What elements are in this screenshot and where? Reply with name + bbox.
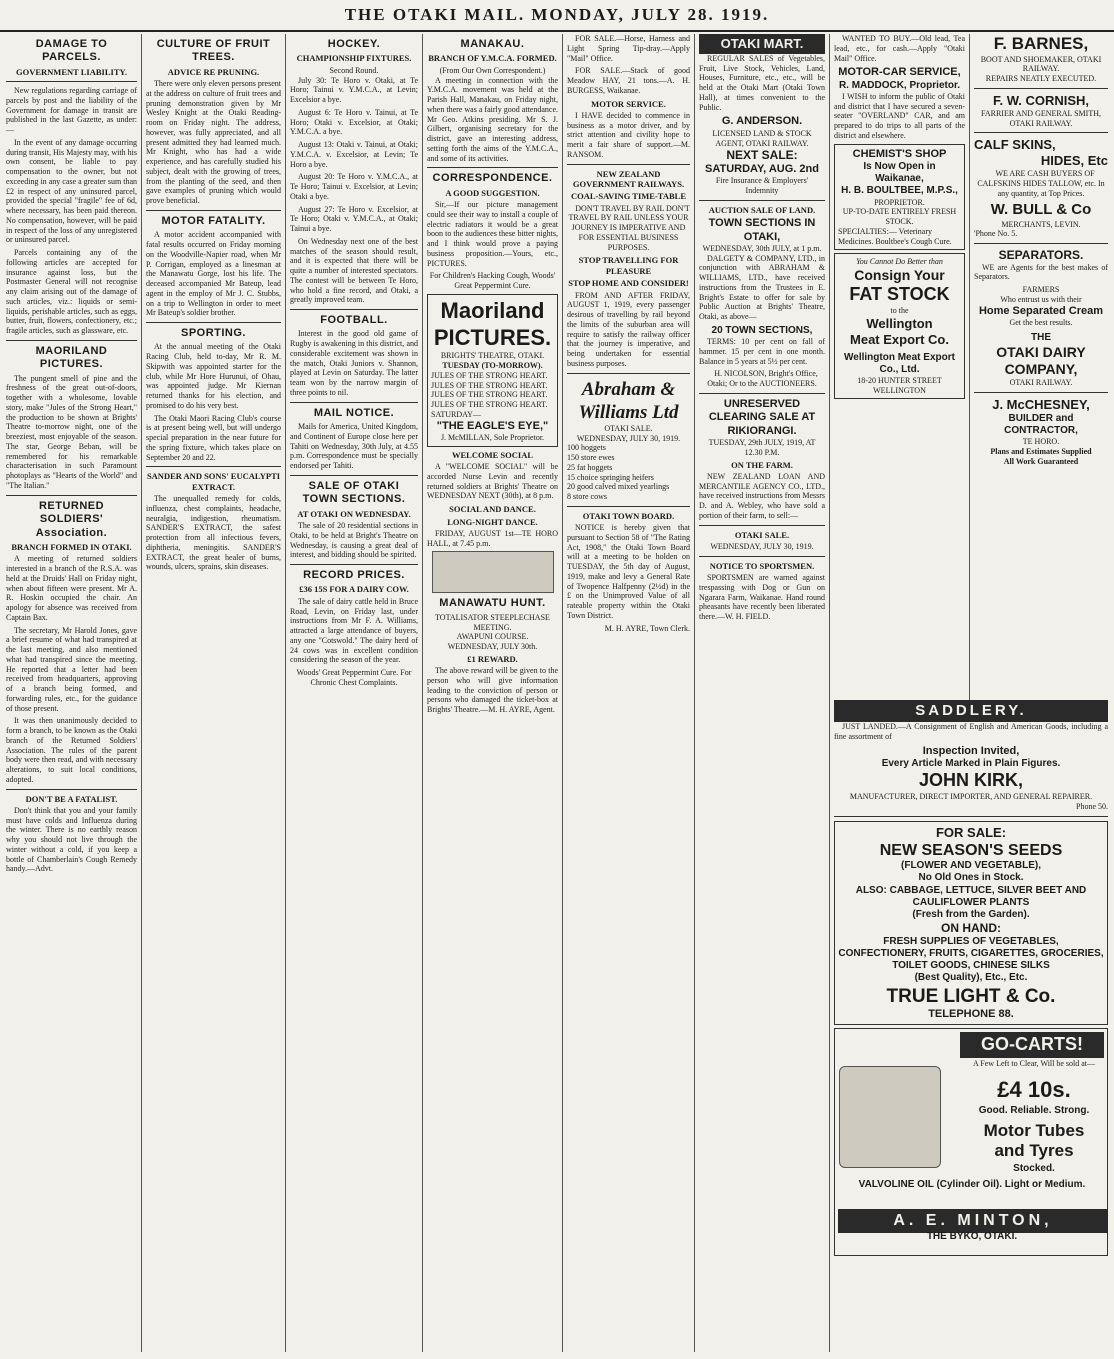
ad-proprietor: J. McMILLAN, Sole Proprietor. — [440, 433, 545, 443]
stocked: Stocked. — [1013, 1163, 1055, 1175]
masthead: THE OTAKI MAIL. MONDAY, JULY 28. 1919. — [0, 0, 1114, 32]
article-text: The sale of 20 residential sections in Otaki, to be held at Bright's Theatre on Wednesday, is causing a great deal of interest, and bidding should be spirited. — [290, 521, 418, 560]
mart-name: G. ANDERSON. — [721, 115, 803, 128]
saddlery-banner: SADDLERY. — [834, 700, 1108, 722]
seeds-sub: (FLOWER AND VEGETABLE), — [901, 860, 1041, 872]
headline-welcome: WELCOME SOCIAL — [452, 449, 533, 460]
every-article: Every Article Marked in Plain Figures. — [881, 758, 1061, 770]
gocarts-p: A Few Left to Clear, Will be sold at— — [972, 1059, 1096, 1069]
ad-title: PICTURES. — [433, 324, 552, 350]
column-3 — [286, 34, 422, 1352]
next-sale: NEXT SALE: — [726, 148, 798, 163]
stock-item: 8 store cows — [567, 492, 607, 502]
good-reliable: Good. Reliable. Strong. — [978, 1105, 1090, 1117]
go-carts: GO-CARTS! — [960, 1032, 1104, 1058]
specialties: SPECIALTIES:— Veterinary Medicines. Boultbee's Cough Cure. — [838, 226, 952, 246]
headline-hunt: MANAWATU HUNT. — [439, 597, 546, 610]
headline-notice: NOTICE TO SPORTSMEN. — [709, 560, 815, 571]
correspondent: (From Our Own Correspondent.) — [439, 65, 546, 75]
seeds-ad — [834, 821, 1108, 1025]
article-text: The sale of dairy cattle held in Bruce Road, Levin, on Friday last, under instructions from Mr F. A. Williams, attracted a large attendance of buyers, any one "Cotswold." The dairy herd of 24 cows was in excellent condition considering the season of the year. — [290, 596, 418, 665]
woods-ad: Woods' Great Peppermint Cure. For Chronic Chest Complaints. — [296, 668, 412, 687]
subhead: BRANCH OF Y.M.C.A. FORMED. — [428, 53, 557, 64]
article-text: In the event of any damage occurring during transit, His Majesty may, with his own consent, be liable to pay compensation to the owner, but not exceeding in any case a greater sum than £2 in respect of any uninsured parcel, provided the special "fragile" fee of 6d, where necessary, has been paid thereon. No compensation, however, will be paid in respect of the loss of any unregistered or uninsured parcel. — [6, 137, 137, 245]
headline-social: SOCIAL AND DANCE. — [449, 504, 536, 515]
plans: Plans and Estimates Supplied — [990, 446, 1092, 456]
best-quality: (Best Quality), Etc., Etc. — [914, 972, 1028, 984]
article-text: NEW ZEALAND LOAN AND MERCANTILE AGENCY CO., LTD., have received instructions from Messrs D. and A. Webley, who have sold a portion of their farm, to sell:— — [699, 471, 825, 520]
horse-illustration — [432, 551, 554, 593]
telephone: TELEPHONE 88. — [928, 1007, 1014, 1020]
calf-skins: CALF SKINS, — [974, 137, 1056, 153]
minton: A. E. MINTON, — [838, 1209, 1108, 1233]
hides: HIDES, Etc — [1040, 153, 1108, 169]
hunt-date: WEDNESDAY, JULY 30th. — [447, 642, 538, 652]
article-text: The Otaki Maori Racing Club's course is at present being well, but will undergo special preparation in the near future for the spring fixture, which takes place on September 20 and 22. — [146, 413, 281, 462]
article-text: Mails for America, United Kingdom, and Continent of Europe close here per Tahiti on Wednesday, 30th July, at 4.55 p.m. Correspondence must be specially endorsed per Tahiti. — [290, 422, 418, 471]
barnes: F. BARNES, — [993, 34, 1089, 53]
true-light: TRUE LIGHT & Co. — [886, 985, 1056, 1007]
article-text: It was then unanimously decided to form a branch, to be known as the Otaki branch of the Returned Soldiers' Association. The rules of the parent body were then read, and with necessary alterations, to suit local conditions, adopted. — [6, 716, 137, 784]
fixture: August 20: Te Horo v. Y.M.C.A., at Te Horo; Tainui v. Excelsior, at Levin; Otaki a bye. — [290, 172, 418, 201]
headline-railways: NEW ZEALAND GOVERNMENT RAILWAYS. — [572, 168, 685, 189]
headline-motor-fatality: MOTOR FATALITY. — [161, 214, 266, 227]
article-text: The secretary, Mr Harold Jones, gave a brief resume of what had transpired at the last meeting, and also mentioned what had transpired since the meeting. He reported that a letter had been received from headquarters, approving of a branch being formed, and forwarding rules, etc., for the guidance of those present. — [6, 625, 137, 713]
mart-sub: LICENSED LAND & STOCK AGENT, OTAKI RAILWAY. — [712, 128, 812, 148]
wbull: W. BULL & Co — [990, 201, 1092, 219]
article-text: The pungent smell of pine and the freshness of the great out-of-doors, together with a wholesome, lovable story, make "Jules of the Strong Heart," the production to be shown at Brights' Theatre to-morrow night, one of the breeziest, most enjoyable of the season. The star, George Beban, will be remembered for his remarkable characterisation in such Paramount photoplays as "Hearts of the World" and "The Italian." — [6, 373, 137, 490]
headline-football: FOOTBALL. — [320, 314, 388, 327]
column-1 — [2, 34, 141, 1352]
stock-item: 25 fat hoggets — [567, 462, 613, 472]
twenty-sections: 20 TOWN SECTIONS, — [711, 324, 813, 336]
barnes-sub: BOOT AND SHOEMAKER, OTAKI RAILWAY. — [980, 54, 1102, 74]
wellington: Wellington — [866, 315, 933, 331]
auction-heading: AUCTION SALE OF LAND. — [708, 204, 816, 215]
motorcar-service: MOTOR-CAR SERVICE, — [838, 66, 961, 79]
article-text: A motor accident accompanied with fatal results occurred on Friday morning on the Woodville-Napier road, when Mr P. Corrigan, employed as a linesman at the Manawatu Gorge, lost his life. The deceased accompanied Mr Bateup, lead agent in the employ of Mr J. C. Stubbs, on a trip to Wellington in order to meet Mr Bateup's soldier brother. — [146, 230, 281, 318]
pram-illustration — [839, 1066, 941, 1168]
ad-line: JULES OF THE STRONG HEART. — [431, 390, 548, 400]
article-text: DON'T TRAVEL BY RAIL DON'T TRAVEL BY RAIL UNLESS YOUR JOURNEY IS IMPERATIVE AND FOR ESSENTIAL BUSINESS PURPOSES. — [568, 203, 690, 252]
farmers-p: Who entrust us with their — [1000, 294, 1082, 304]
subhead: AT OTAKI ON WEDNESDAY. — [297, 508, 411, 519]
subhead: £36 15S FOR A DAIRY COW. — [299, 584, 409, 595]
fat-stock: FAT STOCK — [849, 284, 950, 305]
builder: BUILDER and CONTRACTOR, — [1004, 412, 1078, 437]
headline-correspondence: CORRESPONDENCE. — [432, 172, 553, 185]
byko: THE BYKO, OTAKI. — [926, 1231, 1018, 1243]
wide-ads — [830, 700, 1112, 1352]
on-hand: ON HAND: — [941, 921, 1001, 936]
article-text: SPORTSMEN are warned against trespassing with Dog or Gun on Ngarara Farm, Waikanae. Hand round pheasants have recently been liberated there.—W. H. FIELD. — [699, 573, 825, 622]
headline-maoriland: MAORILAND PICTURES. — [35, 344, 108, 371]
column-5 — [563, 34, 694, 1352]
subhead: ADVICE RE PRUNING. — [167, 66, 260, 77]
article-text: WE are Agents for the best makes of Separators. — [974, 262, 1108, 282]
subhead: STOP TRAVELLING FOR PLEASURE — [578, 255, 679, 276]
stock-item: 15 choice springing heifers — [567, 472, 654, 482]
article-text: A "WELCOME SOCIAL" will be accorded Nurse Levin and recently returned soldiers at Brights' Theatre on WEDNESDAY NEXT (30th), at 8 p.m. — [427, 462, 558, 501]
motor-tubes: Motor Tubes — [983, 1121, 1085, 1141]
consign: Consign Your — [854, 267, 945, 284]
cornish: F. W. CORNISH, — [992, 92, 1090, 108]
article-text: New regulations regarding carriage of parcels by post and the liability of the Government for damage in transit are published in the last Gazette, as under:— — [6, 86, 137, 135]
classified: WANTED TO BUY.—Old lead, Tea lead, etc., for cash.—Apply "Otaki Mail" Office. — [834, 34, 965, 63]
dairy-name: OTAKI DAIRY — [996, 344, 1086, 361]
classified: FOR SALE.—Horse, Harness and Light Spring Tip-dray.—Apply "Mail" Office. — [567, 34, 690, 63]
headline-sporting: SPORTING. — [180, 327, 246, 340]
chemist-ad — [834, 144, 965, 251]
article-text: The unequalled remedy for colds, influenza, chest complaints, headache, neuralgia, indigestion, rheumatism. SANDER'S EXTRACT, the safest protection from all infectious fevers, diphtheria, meningitis. SANDER'S EXTRACT, the great healer of burns, wounds, ulcers, sprains, skin diseases. — [146, 494, 281, 572]
farmers: FARMERS — [1022, 285, 1060, 295]
article-text: REGULAR SALES of Vegetables, Fruit, Live Stock, Vehicles, Land, Houses, Furniture, etc., etc., will be held at the Otaki Mart (Otaki Town Hall), at times convenient to the Public. — [699, 53, 825, 112]
subhead: STOP HOME AND CONSIDER! — [568, 278, 689, 289]
column-2 — [142, 34, 285, 1352]
stock-item: 150 store ewes — [567, 453, 615, 463]
wbull-sub: MERCHANTS, LEVIN. — [1001, 219, 1081, 229]
headline-mail-notice: MAIL NOTICE. — [313, 406, 395, 419]
headline-longnight: LONG-NIGHT DANCE. — [447, 516, 538, 527]
signature: M. H. AYRE, Town Clerk. — [604, 623, 690, 633]
next-sale-date: SATURDAY, AUG. 2nd — [705, 162, 819, 175]
hunter-street: 18-20 HUNTER STREET WELLINGTON — [857, 375, 942, 395]
boultbee: H. B. BOULTBEE, M.P.S., — [841, 185, 958, 197]
meat-export-ad — [834, 253, 965, 399]
column-6 — [695, 34, 829, 1352]
ad-saturday: SATURDAY— — [431, 409, 481, 419]
ad-line: JULES OF THE STRONG HEART. — [431, 370, 548, 380]
ad-line: JULES OF THE STRONG HEART. — [431, 400, 548, 410]
kirk-sub: MANUFACTURER, DIRECT IMPORTER, AND GENERAL REPAIRER. — [849, 792, 1093, 802]
mcchesney: J. McCHESNEY, — [992, 396, 1090, 412]
chemist-title: CHEMIST'S SHOP — [852, 147, 947, 160]
meat-export: Meat Export Co. — [850, 331, 949, 347]
woods-ad: For Children's Hacking Cough, Woods' Great Peppermint Cure. — [429, 271, 556, 291]
hunt-sub: TOTALISATOR STEEPLECHASE MEETING. — [435, 612, 550, 632]
te-horo: TE HORO. — [1022, 437, 1060, 447]
aw-sale: OTAKI SALE. — [604, 423, 653, 433]
article-text: A meeting of returned soldiers interested in a branch of the R.S.A. was held at the Druids' Hall on Friday night, when about fifteen were present. Mr A. R. Hoskin occupied the chair. An apology for absence was received from Captain Bax. — [6, 554, 137, 622]
headline-motor-service: MOTOR SERVICE. — [591, 98, 666, 109]
article-text: A meeting in connection with the Y.M.C.A. movement was held at the Parish Hall, Manakau, on Friday night, when there was a fairly good attendance. Mr Geo. Atkins presiding. Mr S. J. Gilbert, organising secretary for the district, gave an interesting address, setting forth the aims of the Y.M.C.A., and some of its activities. — [427, 75, 558, 163]
kirk-phone: Phone 50. — [1076, 802, 1108, 812]
article-text: Sir,—If our picture management could see their way to install a couple of electric radiators it would be a great boon to the audiences these bitter nights, and I think would prove a paying business proposition.—Yours, etc., PICTURES. — [427, 200, 558, 268]
uptodate: UP-TO-DATE ENTIRELY FRESH STOCK. — [842, 207, 957, 227]
aw-logo: Williams Ltd — [578, 401, 679, 423]
cornish-sub: FARRIER AND GENERAL SMITH, OTAKI RAILWAY. — [980, 108, 1101, 128]
best-results: Get the best results. — [1009, 318, 1073, 328]
stock-item: 100 hoggets — [567, 443, 606, 453]
gocarts-ad — [834, 1028, 1108, 1256]
headline-reward: £1 REWARD. — [467, 653, 518, 664]
article-text: JUST LANDED.—A Consignment of English and American Goods, including a fine assortment of — [834, 722, 1108, 742]
john-kirk: JOHN KIRK, — [918, 770, 1023, 791]
article-text: At the annual meeting of the Otaki Racing Club, held to-day, Mr R. M. Skipwith was appointed starter for the club, while Mr Hore Hurunui, of Ohau, was appointed judge. Mr Kiernan returned thanks for his election, and promised to do his very best. — [146, 342, 281, 410]
unreserved-date: TUESDAY, 29th JULY, 1919, AT 12.30 P.M. — [708, 438, 816, 457]
price: £4 10s. — [997, 1077, 1071, 1103]
headline-hockey: HOCKEY. — [327, 38, 381, 50]
wbull-phone: 'Phone No. 5. — [974, 229, 1018, 239]
column-4 — [423, 34, 562, 1352]
seeds-sub2: No Old Ones in Stock. — [918, 872, 1024, 884]
and-tyres: and Tyres — [994, 1141, 1074, 1161]
subhead: COAL-SAVING TIME-TABLE — [570, 191, 686, 202]
hunt-place: AWAPUNI COURSE. — [456, 632, 529, 642]
otaki-sale: OTAKI SALE. — [734, 529, 790, 540]
article-text: I WISH to inform the public of Otaki and district that I have secured a seven-seater "OVERLAND" CAR, and am prepared to do trips to all parts of the district and elsewhere. — [834, 91, 965, 140]
new-seeds: NEW SEASON'S SEEDS — [879, 841, 1063, 859]
article-text: TERMS: 10 per cent on fall of hammer. 15 per cent in one month. Balance in 5 years at 5½ per cent. — [699, 337, 825, 366]
subhead: ON THE FARM. — [731, 459, 793, 470]
ad-line: JULES OF THE STRONG HEART. — [431, 380, 548, 390]
for-sale: FOR SALE: — [935, 824, 1007, 840]
inspection: Inspection Invited, — [922, 744, 1020, 757]
dairy-the: THE — [1031, 331, 1051, 343]
town-date: WEDNESDAY, 30th JULY, at 1 p.m. — [702, 243, 822, 253]
headline-damage-parcels: DAMAGE TO PARCELS. — [35, 38, 108, 64]
maddock: R. MADDOCK, Proprietor. — [838, 79, 961, 91]
fixture: August 13: Otaki v. Tainui, at Otaki; Y.M.C.A. v. Excelsior, at Levin; Te Horo a bye. — [290, 140, 418, 169]
article-text: I HAVE decided to commence in business as a motor driver, and by strict attention and civility hope to merit a fair share of support.—M. RANSOM. — [567, 110, 690, 159]
ad-serial: "THE EAGLE'S EYE," — [436, 419, 549, 432]
also: ALSO: CABBAGE, LETTUCE, SILVER BEET AND CAULIFLOWER PLANTS — [855, 884, 1087, 908]
headline-fruit-trees: CULTURE OF FRUIT TREES. — [156, 38, 271, 64]
fixture: July 30: Te Horo v. Otaki, at Te Horo; Tainui v. Y.M.C.A., at Levin; Excelsior a bye. — [290, 75, 418, 105]
fixture: August 27: Te Horo v. Excelsior, at Te Horo; Otaki v. Y.M.C.A., at Otaki; Tainui a bye. — [290, 204, 418, 234]
unreserved-sale: UNRESERVED CLEARING SALE AT RIKIORANGI. — [708, 397, 816, 437]
fire-insurance: Fire Insurance & Employers' Indemnity — [715, 176, 809, 196]
barnes-sub2: REPAIRS NEATLY EXECUTED. — [985, 74, 1097, 84]
dairy-sub: OTAKI RAILWAY. — [1009, 378, 1073, 388]
subhead: CHAMPIONSHIP FIXTURES. — [296, 53, 412, 64]
otaki-sale-date: WEDNESDAY, JULY 30, 1919. — [710, 542, 814, 552]
to-the: to the — [890, 306, 909, 316]
garden: (Fresh from the Garden). — [912, 908, 1030, 920]
headline-manakau: MANAKAU. — [460, 38, 525, 50]
wmeco: Wellington Meat Export Co., Ltd. — [844, 351, 955, 375]
article-text: FROM AND AFTER FRIDAY, AUGUST 1, 1919, every passenger desirous of travelling by rail beyond the limits of the suburban area will require to satisfy the railway officer that the journey is imperative, and being undertaken for essential business purposes. — [567, 290, 690, 368]
stock-item: 20 good calved mixed yearlings — [567, 482, 670, 492]
ad-venue: BRIGHTS' THEATRE, OTAKI. — [440, 351, 545, 361]
article-text: NOTICE is hereby given that pursuant to Section 58 of "The Rating Act, 1908," the Otaki Town Board will at a meeting to be holden on TUESDAY, the 5th day of August, 1919, make and levy a General Rate of Twopence Halfpenny (2½d) in the £ on the Unimproved Value of all rateable property within the Otaki Town District. — [567, 523, 690, 620]
maoriland-pictures-ad — [427, 294, 558, 447]
classified: FOR SALE.—Stack of good Meadow HAY, 21 tons.—A. H. BURGESS, Waikanae. — [567, 66, 690, 95]
town-sections: TOWN SECTIONS IN OTAKI, — [708, 217, 816, 243]
subhead: BRANCH FORMED IN OTAKI. — [11, 541, 132, 552]
headline-sander: SANDER AND SONS' EUCALYPTI EXTRACT. — [146, 471, 281, 492]
buyers: WE ARE CASH BUYERS OF CALFSKINS HIDES TALLOW, etc. In any quantity, at Top Prices. — [977, 169, 1105, 198]
article-text: H. NICOLSON, Bright's Office, Otaki; Or to the AUCTIONEERS. — [707, 369, 818, 389]
article-text: Don't think that you and your family must have colds and Influenza during the winter. There is no earthly reason why you should not live through the winter without a cold, if you keep a bottle of Chamberlain's Cough Remedy handy.—Advt. — [6, 805, 137, 874]
valvoline: VALVOLINE OIL (Cylinder Oil). Light or Medium. — [858, 1179, 1086, 1191]
consign-top: You Cannot Do Better than — [856, 257, 943, 267]
subhead: A GOOD SUGGESTION. — [445, 187, 540, 198]
headline-returned-soldiers: RETURNED SOLDIERS' Association. — [35, 499, 108, 539]
otaki-mart-banner: OTAKI MART. — [699, 34, 825, 54]
article-text: On Wednesday next one of the best matches of the season should result, and it is expected that there will be quite a number of interested spectators. The contest will be between Te Horo, who hold a fine record, and Otaki, a greatly improved team. — [290, 236, 418, 305]
article-text: The above reward will be given to the person who will give information leading to the conviction of person or persons who damaged the ticket-box at Brights' Theatre.—M. H. AYRE, Agent. — [427, 666, 558, 715]
article-text: Parcels containing any of the following articles are accepted for insurance against loss, but the Postmaster General will not recognise any claim arising out of the damage of such articles, viz.: liquids or semi-liquids, perishable articles, such as eggs, butter, fruit, flowers, confectionery, etc.; fragile articles, such as glassware, etc. — [6, 248, 137, 336]
guaranteed: All Work Guaranteed — [1003, 456, 1079, 466]
home-cream: Home Separated Cream — [978, 304, 1104, 317]
fixture: August 6: Te Horo v. Tainui, at Te Horo; Otaki v. Excelsior, at Otaki; Y.M.C.A. a bye. — [290, 107, 418, 137]
headline-town-board: OTAKI TOWN BOARD. — [582, 510, 675, 521]
headline-town-sections: SALE OF OTAKI TOWN SECTIONS. — [302, 479, 406, 506]
headline-record-prices: RECORD PRICES. — [303, 569, 405, 581]
ad-title: Maoriland — [440, 297, 545, 323]
article-text: Interest in the good old game of Rugby is awakening in this district, and considerable excitement was shown in the match, Otaki Juniors v. Shannon, played at Levin on Saturday. The latter team won by the narrow margin of three points to nil. — [290, 329, 418, 397]
article-text: There were only eleven persons present at the address on culture of fruit trees and pruning demonstration given by Mr Wesley Knight at the Otaki Reading-room on Friday night. The address, however, was fully appreciated, and all present admitted they had learned much. Mr Knight, who has had a wide experience, and has carefully studied his subject, dealt with the growing of trees, from the planting of the seed, and then gave examples of pruning which would prove beneficial. — [146, 79, 281, 206]
subhead: GOVERNMENT LIABILITY. — [15, 66, 127, 77]
aw-date: WEDNESDAY, JULY 30, 1919. — [576, 433, 681, 443]
proprietor: PROPRIETOR. — [874, 197, 925, 207]
ad-day: TUESDAY (TO-MORROW). — [442, 361, 543, 371]
aw-logo: Abraham & — [581, 378, 676, 400]
article-text: FRIDAY, AUGUST 1st—TE HORO HALL, at 7.45 p.m. — [427, 528, 558, 548]
chemist-sub: Is Now Open in Waikanae, — [863, 161, 936, 185]
round-label: Second Round. — [329, 65, 379, 75]
article-text: DALGETY & COMPANY, LTD., in conjunction with ABRAHAM & WILLIAMS, LTD., have received instructions from the Trustees in E. Bright's Estate to offer for sale by Public Auction at Brights' Theatre, Otaki, as above— — [699, 253, 825, 322]
dairy-company: COMPANY, — [1004, 361, 1078, 378]
separators: SEPARATORS. — [998, 248, 1084, 263]
headline-fatalist: DON'T BE A FATALIST. — [25, 793, 118, 804]
on-hand-p: FRESH SUPPLIES OF VEGETABLES, CONFECTIONERY, FRUITS, CIGARETTES, GROCERIES, TOILET GOODS, CHINESE SILKS — [838, 935, 1104, 972]
